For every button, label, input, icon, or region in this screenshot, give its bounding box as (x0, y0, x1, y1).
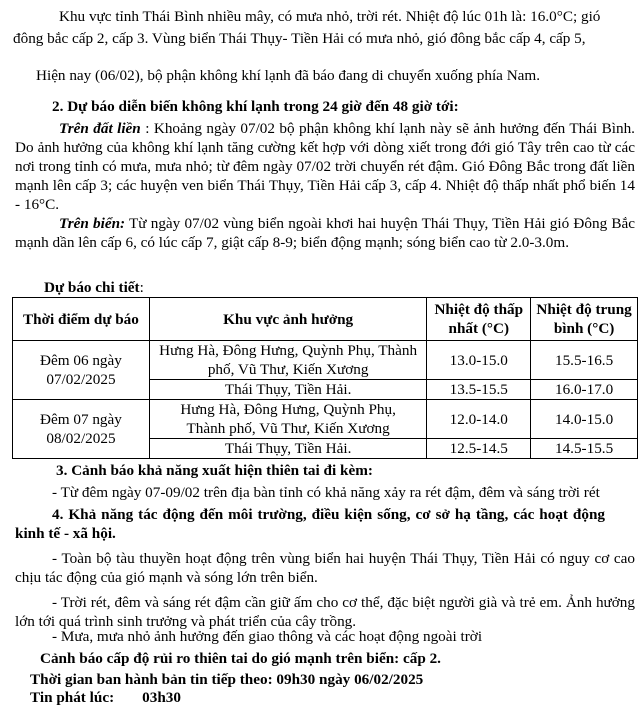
header-avg-temp: Nhiệt độ trung bình (°C) (531, 298, 638, 341)
area-cell: Thái Thụy, Tiền Hải. (149, 380, 426, 400)
table-row (13, 341, 638, 380)
land-text: : Khoảng ngày 07/02 bộ phận không khí lạnh này sẽ ảnh hưởng đến Thái Bình. Do ảnh hưởng của không khí lạnh tăng cường kết hợp với dòng xiết trong đới gió Tây trên cao từ các nơi trong tỉnh có mưa, mưa nhỏ; từ đêm ngày 07/02 trời chuyển rét đậm. Gió Đông Bắc trong đất liền mạnh lên cấp 3; các huyện ven biển Thái Thụy, Tiền Hải cấp 3, cấp 4. Nhiệt độ thấp nhất phổ biến 14 - 16°C. (15, 120, 635, 213)
time-cell: Đêm 06 ngày 07/02/2025 (13, 341, 150, 400)
min-temp-cell: 12.0-14.0 (427, 400, 531, 439)
section-4-item-2: - Trời rét, đêm và sáng rét đậm cần giữ ấm cho cơ thể, đặc biệt người già và trẻ em. Ảnh hưởng lớn tới quá trình sinh trưởng và phát triển của cây trồng. (15, 594, 635, 630)
land-label: Trên đất liền (59, 120, 141, 137)
intro-line-2: đông bắc cấp 2, cấp 3. Vùng biển Thái Thụy- Tiền Hải có mưa nhỏ, gió đông bắc cấp 4, cấp 5, (13, 30, 586, 47)
time-cell: Đêm 07 ngày 08/02/2025 (13, 400, 150, 459)
detail-forecast-label: Dự báo chi tiết: (44, 279, 144, 296)
header-time: Thời điểm dự báo (13, 298, 150, 341)
avg-temp-cell: 14.5-15.5 (531, 439, 638, 459)
next-bulletin-time: Thời gian ban hành bản tin tiếp theo: 09h30 ngày 06/02/2025 (30, 671, 424, 688)
intro-line-1: Khu vực tỉnh Thái Bình nhiều mây, có mưa nhỏ, trời rét. Nhiệt độ lúc 01h là: 16.0°C; gió (59, 8, 601, 25)
section-2-heading: 2. Dự báo diễn biến không khí lạnh trong 24 giờ đến 48 giờ tới: (52, 98, 459, 115)
land-forecast-paragraph (15, 119, 635, 214)
avg-temp-cell: 15.5-16.5 (531, 341, 638, 380)
sea-forecast-paragraph (15, 214, 635, 252)
forecast-table (12, 297, 638, 459)
issued-at (30, 688, 181, 707)
section-4-item-3: - Mưa, mưa nhỏ ảnh hưởng đến giao thông và các hoạt động ngoài trời (52, 628, 483, 645)
area-cell: Thái Thụy, Tiền Hải. (149, 439, 426, 459)
min-temp-cell: 13.5-15.5 (427, 380, 531, 400)
issued-label: Tin phát lúc: (30, 689, 115, 706)
sea-label: Trên biển: (59, 215, 126, 232)
table-row (13, 400, 638, 439)
avg-temp-cell: 16.0-17.0 (531, 380, 638, 400)
risk-level-warning: Cảnh báo cấp độ rủi ro thiên tai do gió mạnh trên biển: cấp 2. (40, 650, 441, 667)
section-4-heading: 4. Khả năng tác động đến môi trường, điều kiện sống, cơ sở hạ tầng, các hoạt động kinh tế - xã hội. (15, 506, 605, 542)
table-header-row (13, 298, 638, 341)
intro-current-status: Hiện nay (06/02), bộ phận không khí lạnh đã báo đang di chuyển xuống phía Nam. (36, 67, 541, 84)
section-3-item-1: - Từ đêm ngày 07-09/02 trên địa bàn tỉnh có khả năng xảy ra rét đậm, đêm và sáng trời rét (52, 484, 600, 501)
min-temp-cell: 13.0-15.0 (427, 341, 531, 380)
section-4-item-1: - Toàn bộ tàu thuyền hoạt động trên vùng biển hai huyện Thái Thụy, Tiền Hải có nguy cơ cao chịu tác động của gió mạnh và sóng lớn trên biển. (15, 550, 635, 586)
avg-temp-cell: 14.0-15.0 (531, 400, 638, 439)
header-min-temp: Nhiệt độ thấp nhất (°C) (427, 298, 531, 341)
issued-time: 03h30 (142, 689, 181, 706)
sea-text: Từ ngày 07/02 vùng biển ngoài khơi hai huyện Thái Thụy, Tiền Hải gió Đông Bắc mạnh dần lên cấp 6, có lúc cấp 7, giật cấp 8-9; biển động mạnh; sóng biển cao từ 2.0-3.0m. (15, 215, 635, 251)
header-area: Khu vực ảnh hưởng (149, 298, 426, 341)
min-temp-cell: 12.5-14.5 (427, 439, 531, 459)
area-cell: Hưng Hà, Đông Hưng, Quỳnh Phụ, Thành phố, Vũ Thư, Kiến Xương (149, 400, 426, 439)
section-3-heading: 3. Cảnh báo khả năng xuất hiện thiên tai đi kèm: (56, 462, 373, 479)
area-cell: Hưng Hà, Đông Hưng, Quỳnh Phụ, Thành phố, Vũ Thư, Kiến Xương (149, 341, 426, 380)
